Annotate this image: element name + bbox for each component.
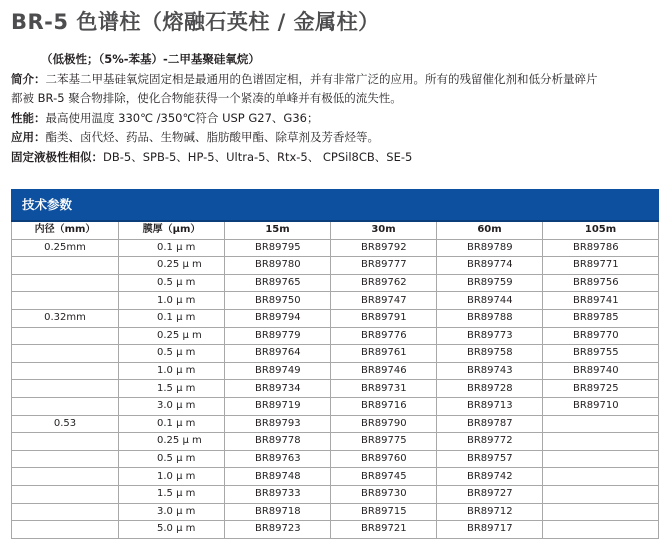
diameter-cell bbox=[12, 468, 119, 486]
part-60m-cell: BR89727 bbox=[437, 485, 543, 503]
part-105m-cell: BR89741 bbox=[543, 292, 659, 310]
performance-text: 最高使用温度 330℃ /350℃符合 USP G27、G36； bbox=[45, 110, 319, 125]
part-15m-cell: BR89719 bbox=[225, 397, 331, 415]
header-60m: 60m bbox=[437, 221, 543, 239]
part-30m-cell: BR89730 bbox=[331, 485, 437, 503]
part-15m-cell: BR89778 bbox=[225, 433, 331, 451]
part-105m-cell bbox=[543, 521, 659, 539]
application-text: 酯类、卤代烃、药品、生物碱、脂肪酸甲酯、除草剂及芳香烃等。 bbox=[45, 130, 379, 145]
film-thickness-cell: 0.25 μ m bbox=[119, 257, 225, 275]
film-thickness-cell: 1.0 μ m bbox=[119, 292, 225, 310]
part-30m-cell: BR89731 bbox=[331, 380, 437, 398]
film-thickness-cell: 0.1 μ m bbox=[119, 415, 225, 433]
equivalents-line bbox=[11, 148, 661, 168]
part-30m-cell: BR89777 bbox=[331, 257, 437, 275]
part-15m-cell: BR89718 bbox=[225, 503, 331, 521]
part-105m-cell: BR89755 bbox=[543, 345, 659, 363]
part-105m-cell: BR89785 bbox=[543, 309, 659, 327]
intro-line-1 bbox=[11, 70, 661, 90]
part-60m-cell: BR89717 bbox=[437, 521, 543, 539]
part-60m-cell: BR89772 bbox=[437, 433, 543, 451]
intro-label: 简介： bbox=[11, 71, 46, 86]
part-30m-cell: BR89745 bbox=[331, 468, 437, 486]
application-line bbox=[11, 128, 661, 148]
film-thickness-cell: 1.0 μ m bbox=[119, 362, 225, 380]
diameter-cell: 0.25mm bbox=[12, 239, 119, 257]
table-row bbox=[12, 239, 659, 257]
table-row bbox=[12, 397, 659, 415]
film-thickness-cell: 0.5 μ m bbox=[119, 345, 225, 363]
part-105m-cell bbox=[543, 503, 659, 521]
diameter-cell bbox=[12, 274, 119, 292]
part-15m-cell: BR89795 bbox=[225, 239, 331, 257]
diameter-cell bbox=[12, 380, 119, 398]
table-row bbox=[12, 327, 659, 345]
film-thickness-cell: 0.1 μ m bbox=[119, 309, 225, 327]
part-15m-cell: BR89780 bbox=[225, 257, 331, 275]
part-60m-cell: BR89742 bbox=[437, 468, 543, 486]
diameter-cell bbox=[12, 292, 119, 310]
part-15m-cell: BR89749 bbox=[225, 362, 331, 380]
part-30m-cell: BR89776 bbox=[331, 327, 437, 345]
part-105m-cell: BR89786 bbox=[543, 239, 659, 257]
part-105m-cell bbox=[543, 415, 659, 433]
part-30m-cell: BR89716 bbox=[331, 397, 437, 415]
spec-table-banner bbox=[12, 190, 659, 222]
film-thickness-cell: 3.0 μ m bbox=[119, 503, 225, 521]
part-60m-cell: BR89728 bbox=[437, 380, 543, 398]
part-105m-cell bbox=[543, 450, 659, 468]
part-15m-cell: BR89763 bbox=[225, 450, 331, 468]
part-15m-cell: BR89765 bbox=[225, 274, 331, 292]
part-30m-cell: BR89775 bbox=[331, 433, 437, 451]
part-60m-cell: BR89774 bbox=[437, 257, 543, 275]
header-30m: 30m bbox=[331, 221, 437, 239]
film-thickness-cell: 1.0 μ m bbox=[119, 468, 225, 486]
part-30m-cell: BR89791 bbox=[331, 309, 437, 327]
part-105m-cell: BR89770 bbox=[543, 327, 659, 345]
part-105m-cell: BR89771 bbox=[543, 257, 659, 275]
table-row bbox=[12, 292, 659, 310]
header-film-thickness: 膜厚（μm） bbox=[119, 221, 225, 239]
application-label: 应用： bbox=[11, 130, 46, 145]
part-15m-cell: BR89794 bbox=[225, 309, 331, 327]
table-row bbox=[12, 433, 659, 451]
table-row bbox=[12, 309, 659, 327]
equivalents-label: 固定液极性相似： bbox=[11, 149, 103, 164]
part-30m-cell: BR89721 bbox=[331, 521, 437, 539]
film-thickness-cell: 0.25 μ m bbox=[119, 327, 225, 345]
diameter-cell bbox=[12, 485, 119, 503]
part-60m-cell: BR89758 bbox=[437, 345, 543, 363]
part-105m-cell bbox=[543, 485, 659, 503]
table-row bbox=[12, 362, 659, 380]
table-row bbox=[12, 345, 659, 363]
part-15m-cell: BR89723 bbox=[225, 521, 331, 539]
table-row bbox=[12, 503, 659, 521]
part-30m-cell: BR89715 bbox=[331, 503, 437, 521]
film-thickness-cell: 3.0 μ m bbox=[119, 397, 225, 415]
film-thickness-cell: 5.0 μ m bbox=[119, 521, 225, 539]
performance-label: 性能： bbox=[11, 110, 46, 125]
diameter-cell bbox=[12, 433, 119, 451]
film-thickness-cell: 0.5 μ m bbox=[119, 274, 225, 292]
part-30m-cell: BR89747 bbox=[331, 292, 437, 310]
intro-text: 二苯基二甲基硅氧烷固定相是最通用的色谱固定相，并有非常广泛的应用。所有的残留催化剂和低分析量碎片 bbox=[45, 71, 598, 86]
diameter-cell bbox=[12, 450, 119, 468]
part-60m-cell: BR89744 bbox=[437, 292, 543, 310]
table-row bbox=[12, 274, 659, 292]
diameter-cell: 0.53 bbox=[12, 415, 119, 433]
part-105m-cell: BR89740 bbox=[543, 362, 659, 380]
part-30m-cell: BR89792 bbox=[331, 239, 437, 257]
table-row bbox=[12, 415, 659, 433]
film-thickness-cell: 0.25 μ m bbox=[119, 433, 225, 451]
part-60m-cell: BR89743 bbox=[437, 362, 543, 380]
part-30m-cell: BR89762 bbox=[331, 274, 437, 292]
part-60m-cell: BR89773 bbox=[437, 327, 543, 345]
table-row bbox=[12, 521, 659, 539]
part-30m-cell: BR89760 bbox=[331, 450, 437, 468]
diameter-cell bbox=[12, 362, 119, 380]
diameter-cell bbox=[12, 327, 119, 345]
table-row bbox=[12, 468, 659, 486]
part-105m-cell bbox=[543, 433, 659, 451]
part-60m-cell: BR89712 bbox=[437, 503, 543, 521]
part-15m-cell: BR89779 bbox=[225, 327, 331, 345]
part-60m-cell: BR89787 bbox=[437, 415, 543, 433]
part-60m-cell: BR89759 bbox=[437, 274, 543, 292]
part-15m-cell: BR89748 bbox=[225, 468, 331, 486]
part-60m-cell: BR89788 bbox=[437, 309, 543, 327]
film-thickness-cell: 1.5 μ m bbox=[119, 380, 225, 398]
diameter-cell bbox=[12, 397, 119, 415]
equivalents-text: DB-5、SPB-5、HP-5、Ultra-5、Rtx-5、 CPSil8CB、SE-5 bbox=[103, 149, 413, 164]
table-row bbox=[12, 450, 659, 468]
diameter-cell bbox=[12, 503, 119, 521]
part-60m-cell: BR89757 bbox=[437, 450, 543, 468]
part-105m-cell: BR89710 bbox=[543, 397, 659, 415]
part-105m-cell bbox=[543, 468, 659, 486]
part-15m-cell: BR89733 bbox=[225, 485, 331, 503]
part-15m-cell: BR89793 bbox=[225, 415, 331, 433]
diameter-cell: 0.32mm bbox=[12, 309, 119, 327]
film-thickness-cell: 1.5 μ m bbox=[119, 485, 225, 503]
film-thickness-cell: 0.5 μ m bbox=[119, 450, 225, 468]
spec-table-body bbox=[12, 239, 659, 538]
table-row bbox=[12, 380, 659, 398]
intro-line-2: 都被 BR-5 聚合物排除，使化合物能获得一个紧凑的单峰并有极低的流失性。 bbox=[11, 91, 402, 106]
page-title: BR-5 色谱柱（熔融石英柱 / 金属柱） bbox=[11, 10, 380, 34]
performance-line bbox=[11, 109, 661, 129]
part-15m-cell: BR89750 bbox=[225, 292, 331, 310]
polarity-line: （低极性；（5%-苯基）-二甲基聚硅氧烷） bbox=[41, 52, 260, 66]
diameter-cell bbox=[12, 257, 119, 275]
part-30m-cell: BR89761 bbox=[331, 345, 437, 363]
part-15m-cell: BR89764 bbox=[225, 345, 331, 363]
diameter-cell bbox=[12, 345, 119, 363]
table-row bbox=[12, 257, 659, 275]
header-inner-diameter: 内径（mm） bbox=[12, 221, 119, 239]
part-15m-cell: BR89734 bbox=[225, 380, 331, 398]
spec-table-header-row bbox=[12, 221, 659, 239]
spec-table bbox=[11, 189, 659, 539]
part-60m-cell: BR89713 bbox=[437, 397, 543, 415]
product-description bbox=[11, 50, 661, 168]
part-105m-cell: BR89756 bbox=[543, 274, 659, 292]
part-30m-cell: BR89790 bbox=[331, 415, 437, 433]
part-105m-cell: BR89725 bbox=[543, 380, 659, 398]
film-thickness-cell: 0.1 μ m bbox=[119, 239, 225, 257]
header-105m: 105m bbox=[543, 221, 659, 239]
spec-table-title: 技术参数 bbox=[12, 190, 659, 222]
diameter-cell bbox=[12, 521, 119, 539]
part-30m-cell: BR89746 bbox=[331, 362, 437, 380]
header-15m: 15m bbox=[225, 221, 331, 239]
part-60m-cell: BR89789 bbox=[437, 239, 543, 257]
table-row bbox=[12, 485, 659, 503]
